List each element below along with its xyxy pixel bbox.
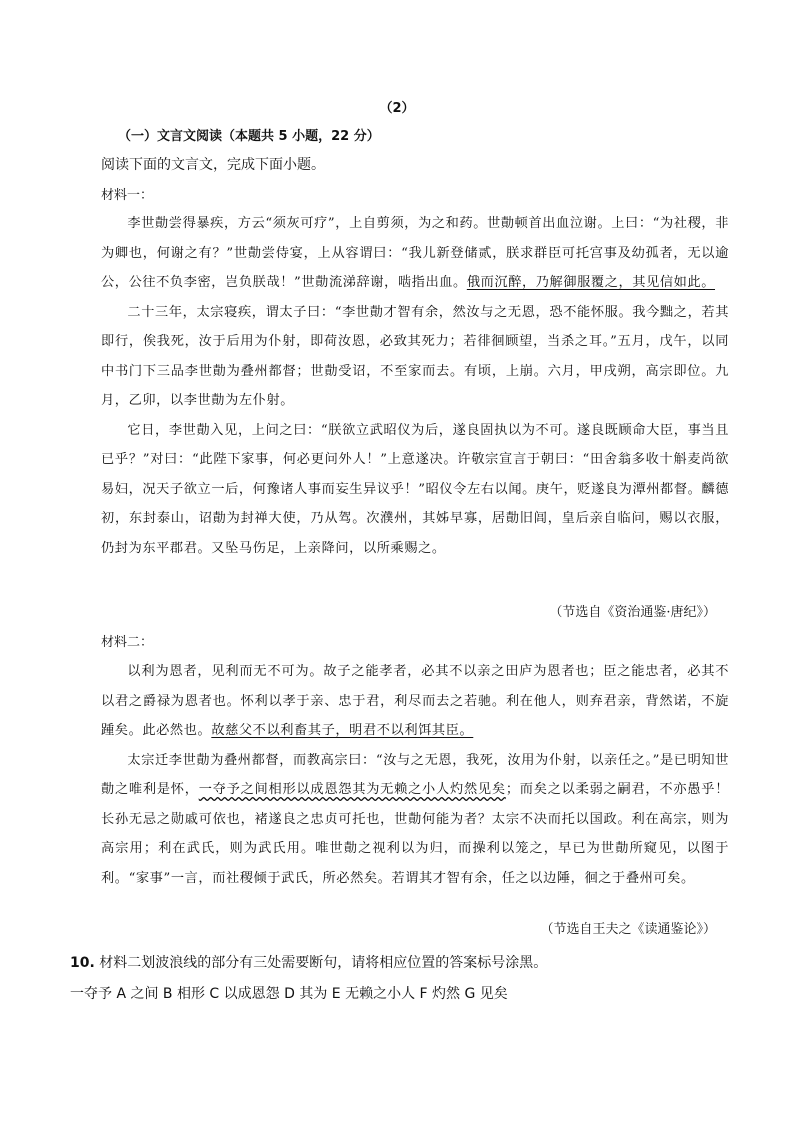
m2-p2-text-a: 太宗迁李世勣为叠州都督，而教高宗曰：“汝与之无恩，我死，汝用为仆射，以亲任之。”是已明知世勣之唯利是怀， bbox=[101, 752, 729, 797]
question-10-text: 材料二划波浪线的部分有三处需要断句，请将相应位置的答案标号涂黑。 bbox=[99, 955, 548, 971]
m2-p2-text-b: ；而矣之以柔弱之嗣君，不亦愚乎！长孙无忌之勋戚可依也，褚遂良之忠贞可托也，世勣何能为者？太宗不决而托以国政。利在高宗，则为高宗用；利在武氏，则为武氏用。唯世勣之视利以为归，而操利以笼之，早已为世勣所窥见，以图于利。“家事”一言，而社稷倾于武氏，所必然矣。若谓其才智有余，任之以边陲，徊之于叠州可矣。 bbox=[101, 782, 729, 886]
material-1-label: 材料一： bbox=[101, 188, 154, 203]
material-1-paragraph-2: 二十三年，太宗寝疾，谓太子曰：“李世勣才智有余，然汝与之无恩，恐不能怀服。我今黜之，若其即行，俟我死，汝于后用为仆射，即荷汝恩，必致其死力；若徘徊顾望，当杀之耳。”五月，戊午，以同中书门下三品李世勣为叠州都督；世勣受诏，不至家而去。有顷，上崩。六月，甲戌朔，高宗即位。九月，乙卯，以李世勣为左仆射。 bbox=[101, 304, 729, 408]
material-2-paragraph-1 bbox=[101, 657, 729, 746]
instruction: 阅读下面的文言文，完成下面小题。 bbox=[101, 157, 325, 173]
material-1-text bbox=[101, 209, 729, 563]
material-1-paragraph-3: 它日，李世勣入见，上问之曰：“朕欲立武昭仪为后，遂良固执以为不可。遂良既顾命大臣，事当且已乎？”对曰：“此陛下家事，何必更问外人！”上意遂决。许敬宗宣言于朝曰：“田舍翁多收十斛麦尚欲易妇，况天子欲立一后，何豫诸人事而妄生异议乎！”昭仪令左右以闻。庚午，贬遂良为潭州都督。麟德初，东封泰山，诏勣为封禅大使，乃从驾。次濮州，其姊早寡，居勣旧闾，皇后亲自临问，赐以衣服，仍封为东平郡君。又坠马伤足，上亲降问，以所乘赐之。 bbox=[101, 422, 729, 556]
material-2-source: （节选自王夫之《读通鉴论》） bbox=[540, 922, 716, 937]
material-1-paragraph-1 bbox=[101, 209, 729, 298]
question-group-number: （2） bbox=[379, 101, 415, 116]
material-2-label: 材料二： bbox=[101, 635, 154, 650]
m2-p1-underlined: 故慈父不以利畜其子，明君不以利饵其臣。 bbox=[211, 723, 474, 738]
question-10-options: 一夺予 A 之间 B 相形 C 以成恩怨 D 其为 E 无赖之小人 F 灼然 G 见矣 bbox=[70, 986, 508, 1002]
m2-p1-text: 以利为恩者，见利而无不可为。故子之能孝者，必其不以亲之田庐为恩者也；臣之能忠者，必其不以君之爵禄为恩者也。怀利以孝于亲、忠于君，利尽而去之若驰。利在他人，则弃君亲，背然诺，不旋踵矣。此必然也。 bbox=[101, 664, 729, 738]
material-1-source: （节选自《资治通鉴·唐纪》） bbox=[549, 605, 716, 620]
material-2-text bbox=[101, 657, 729, 893]
m2-p2-wavy-underlined: 一夺予之间相形以成恩怨其为无赖之小人灼然见矣 bbox=[198, 782, 506, 797]
question-10 bbox=[70, 952, 547, 972]
m1-p1-underlined: 俄而沉醉，乃解御服覆之，其见信如此。 bbox=[466, 275, 716, 290]
section-title: （一）文言文阅读（本题共 5 小题，22 分） bbox=[118, 129, 380, 144]
m1-p1-text: 李世勣尝得暴疾，方云“须灰可疗”，上自剪须，为之和药。世勣顿首出血泣谢。上曰：“为社稷，非为卿也，何谢之有？”世勣尝侍宴，上从容谓曰：“我儿新登储贰，朕求群臣可托宫事及幼孤者，无以逾公，公往不负李密，岂负朕哉！”世勣流涕辞谢，啮指出血。 bbox=[101, 216, 729, 290]
question-10-number: 10. bbox=[70, 955, 95, 971]
material-2-paragraph-2 bbox=[101, 746, 729, 894]
